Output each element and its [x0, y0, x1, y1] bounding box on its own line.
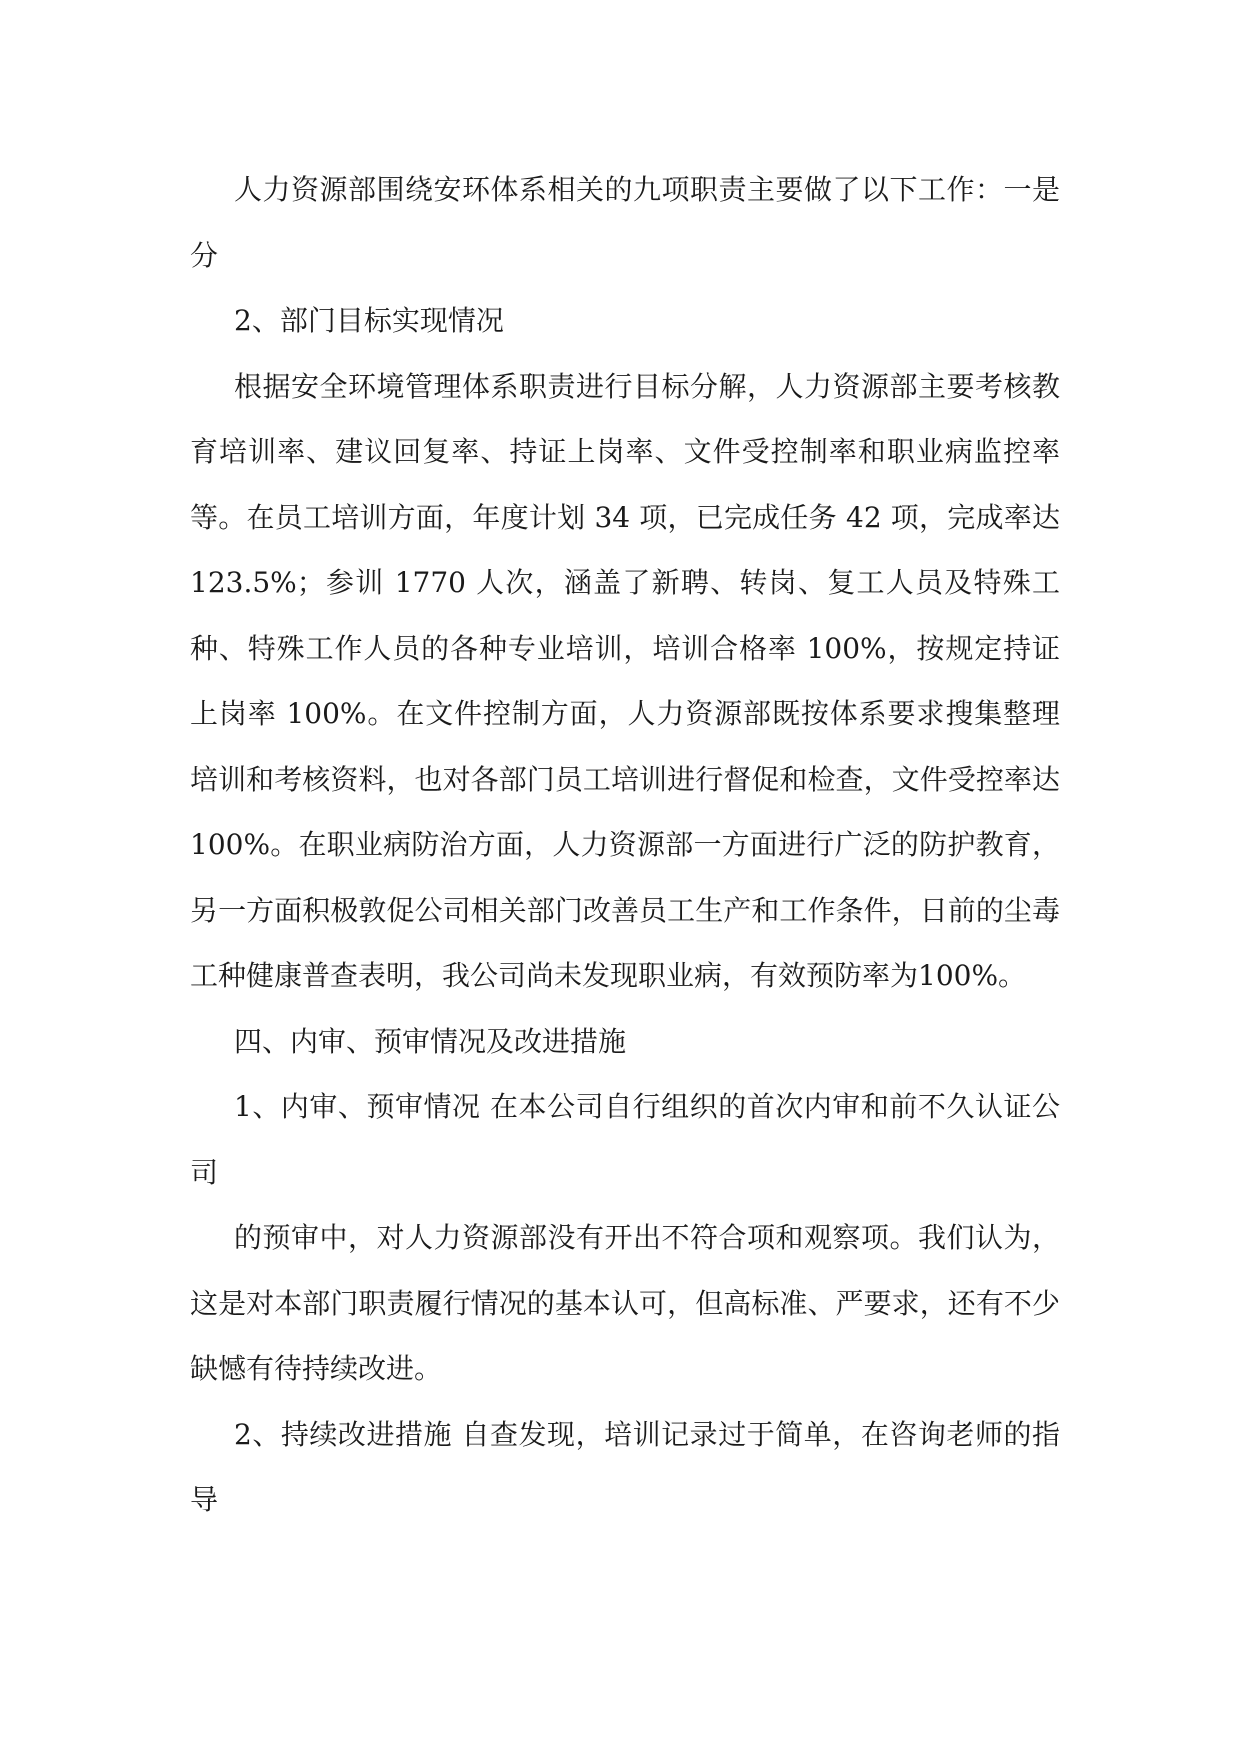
paragraph-pre-audit: 的预审中，对人力资源部没有开出不符合项和观察项。我们认为，这是对本部门职责履行情况的基本认可，但高标准、严要求，还有不少缺憾有待持续改进。 — [190, 1221, 1060, 1385]
paragraph-heading-dept-goals: 2、部门目标实现情况 — [234, 304, 504, 337]
paragraph-improvement: 2、持续改进措施 自查发现，培训记录过于简单，在咨询老师的指导 — [190, 1417, 1060, 1516]
paragraph-hr-duties: 人力资源部围绕安环体系相关的九项职责主要做了以下工作：一是分 — [190, 173, 1060, 272]
paragraph-heading-audit: 四、内审、预审情况及改进措施 — [234, 1024, 627, 1058]
paragraph-goal-decomposition: 根据安全环境管理体系职责进行目标分解，人力资源部主要考核教育培训率、建议回复率、持证上岗率、文件受控制率和职业病监控率等。在员工培训方面，年度计划 34 项，已完成任务 42 项，完成率达 123.5%；参训 1770 人次，涵盖了新聘、转岗、复工人员及特殊工种、特殊工作人员的各种专业培训，培训合格率 100%，按规定持证上岗率 100%。在文件控制方面，人力资源部既按体系要求搜集整理培训和考核资料，也对各部门员工培训进行督促和检查，文件受控率达 100%。在职业病防治方面，人力资源部一方面进行广泛的防护教育，另一方面积极敦促公司相关部门改善员工生产和工作条件，日前的尘毒工种健康普查表明，我公司尚未发现职业病，有效预防率为100%。 — [190, 369, 1060, 992]
paragraph-audit-status: 1、内审、预审情况 在本公司自行组织的首次内审和前不久认证公司 — [190, 1090, 1060, 1189]
document-page — [190, 157, 1060, 1533]
